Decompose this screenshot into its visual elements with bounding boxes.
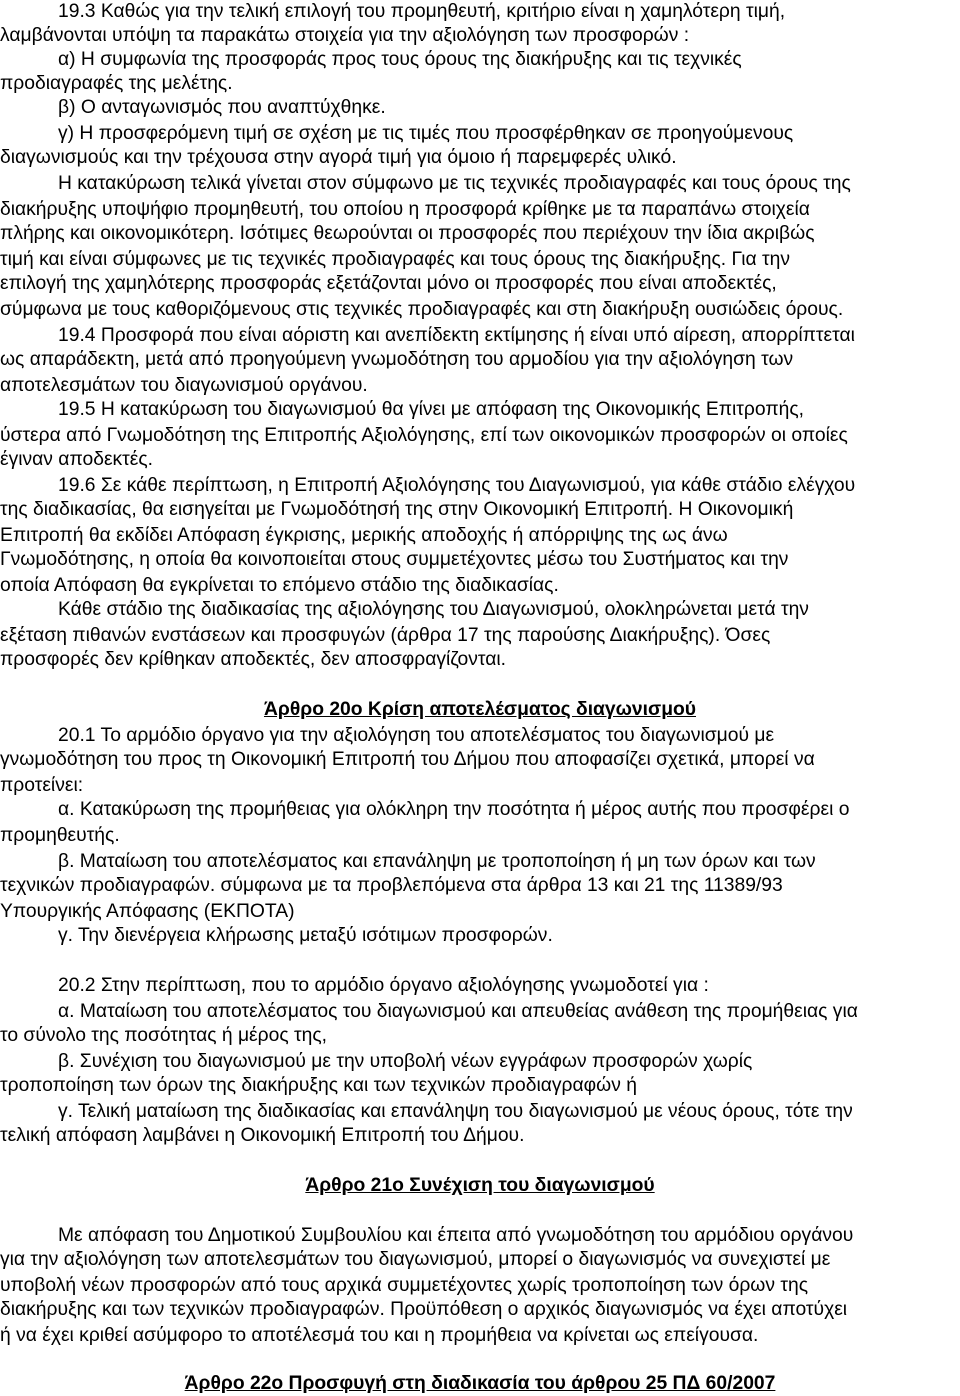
text-line: επιλογή της χαμηλότερης προσφοράς εξετάζονται μόνο οι προσφορές που είναι αποδεκτές, (0, 273, 777, 294)
text-line: 19.3 Καθώς για την τελική επιλογή του προμηθευτή, κριτήριο είναι η χαμηλότερη τιμή, (58, 1, 786, 22)
text-line: προτείνει: (0, 775, 84, 796)
text-line: 20.2 Στην περίπτωση, που το αρμόδιο όργανο αξιολόγησης γνωμοδοτεί για : (58, 975, 709, 996)
text-line: το σύνολο της ποσότητας ή μέρος της, (0, 1025, 327, 1046)
text-line: αποτελεσμάτων του διαγωνισμού οργάνου. (0, 375, 368, 396)
section-heading-article-21: Άρθρο 21ο Συνέχιση του διαγωνισμού (305, 1175, 655, 1196)
text-line: 19.4 Προσφορά που είναι αόριστη και ανεπίδεκτη εκτίμησης ή είναι υπό αίρεση, απορρίπτεται (58, 325, 855, 346)
text-line: τιμή και είναι σύμφωνες με τις τεχνικές προδιαγραφές και τους όρους της διακήρυξης. Για την (0, 249, 791, 270)
text-line: εξέταση πιθανών ενστάσεων και προσφυγών (άρθρα 17 της παρούσης Διακήρυξης). Όσες (0, 625, 771, 646)
text-line: διαγωνισμούς και την τρέχουσα στην αγορά τιμή για όμοιο ή παρεμφερές υλικό. (0, 147, 677, 168)
text-line: γ) Η προσφερόμενη τιμή σε σχέση με τις τιμές που προσφέρθηκαν σε προηγούμενους (58, 123, 794, 144)
text-line: υποβολή νέων προσφορών από τους αρχικά συμμετέχοντες χωρίς τροποποίηση των όρων της (0, 1275, 808, 1296)
text-line: γνωμοδότηση του προς τη Οικονομική Επιτροπή του Δήμου που αποφασίζει σχετικά, μπορεί να (0, 749, 815, 770)
text-line: Υπουργικής Απόφασης (ΕΚΠΟΤΑ) (0, 901, 295, 922)
text-line: β. Συνέχιση του διαγωνισμού με την υποβολή νέων εγγράφων προσφορών χωρίς (58, 1051, 753, 1072)
text-line: έγιναν αποδεκτές. (0, 449, 154, 470)
text-line: της διαδικασίας, θα εισηγείται με Γνωμοδότησή της στην Οικονομική Επιτροπή. Η Οικονομική (0, 499, 794, 520)
text-line: προμηθευτής. (0, 825, 120, 846)
text-line: πλήρης και οικονομικότερη. Ισότιμες θεωρούνται οι προσφορές που περιέχουν την ίδια ακριβώς (0, 223, 815, 244)
text-line: διακήρυξης και των τεχνικών προδιαγραφών. Προϋπόθεση ο αρχικός διαγωνισμός να έχει αποτύχει (0, 1299, 848, 1320)
text-line: γ. Την διενέργεια κλήρωσης μεταξύ ισότιμων προσφορών. (58, 925, 553, 946)
text-line: Κάθε στάδιο της διαδικασίας της αξιολόγησης του Διαγωνισμού, ολοκληρώνεται μετά την (58, 599, 809, 620)
text-line: β. Ματαίωση του αποτελέσματος και επανάληψη με τροποποίηση ή μη των όρων και των (58, 851, 816, 872)
text-line: Με απόφαση του Δημοτικού Συμβουλίου και έπειτα από γνωμοδότηση του αρμόδιου οργάνου (58, 1225, 854, 1246)
text-line: ή να έχει κριθεί ασύμφορο το αποτέλεσμά του και η προμήθεια να κρίνεται ως επείγουσα. (0, 1325, 759, 1346)
text-line: 20.1 Το αρμόδιο όργανο για την αξιολόγηση του αποτελέσματος του διαγωνισμού με (58, 725, 775, 746)
text-line: για την αξιολόγηση των αποτελεσμάτων του διαγωνισμού, μπορεί ο διαγωνισμός να συνεχιστεί με (0, 1249, 831, 1270)
text-line: ύστερα από Γνωμοδότηση της Επιτροπής Αξιολόγησης, επί των οικονομικών προσφορών οι οποίες (0, 425, 848, 446)
section-heading-article-22: Άρθρο 22ο Προσφυγή στη διαδικασία του άρθρου 25 ΠΔ 60/2007 (184, 1373, 776, 1394)
text-line: διακήρυξης υποψήφιο προμηθευτή, του οποίου η προσφορά κρίθηκε με τα παραπάνω στοιχεία (0, 199, 810, 220)
text-line: τροποποίηση των όρων της διακήρυξης και των τεχνικών προδιαγραφών ή (0, 1075, 637, 1096)
text-line: α. Κατακύρωση της προμήθειας για ολόκληρη την ποσότητα ή μέρος αυτής που προσφέρει ο (58, 799, 850, 820)
text-line: προσφορές δεν κρίθηκαν αποδεκτές, δεν αποσφραγίζονται. (0, 649, 507, 670)
text-line: σύμφωνα με τους καθοριζόμενους στις τεχνικές προδιαγραφές και στη διακήρυξη ουσιώδεις όρους. (0, 299, 844, 320)
text-line: τελική απόφαση λαμβάνει η Οικονομική Επιτροπή του Δήμου. (0, 1125, 525, 1146)
section-heading-article-20: Άρθρο 20ο Κρίση αποτελέσματος διαγωνισμού (263, 699, 696, 720)
text-line: β) Ο ανταγωνισμός που αναπτύχθηκε. (58, 97, 386, 118)
text-line: Γνωμοδότησης, η οποία θα κοινοποιείται στους συμμετέχοντες μέσω του Συστήματος και την (0, 549, 789, 570)
text-line: τεχνικών προδιαγραφών. σύμφωνα με τα προβλεπόμενα στα άρθρα 13 και 21 της 11389/93 (0, 875, 783, 896)
text-line: γ. Τελική ματαίωση της διαδικασίας και επανάληψη του διαγωνισμού με νέους όρους, τότε την (58, 1101, 853, 1122)
text-line: 19.5 Η κατακύρωση του διαγωνισμού θα γίνει με απόφαση της Οικονομικής Επιτροπής, (58, 399, 804, 420)
text-line: λαμβάνονται υπόψη τα παρακάτω στοιχεία για την αξιολόγηση των προσφορών : (0, 25, 690, 46)
text-line: α) Η συμφωνία της προσφοράς προς τους όρους της διακήρυξης και τις τεχνικές (58, 49, 742, 70)
text-line: προδιαγραφές της μελέτης. (0, 73, 233, 94)
text-line: Επιτροπή θα εκδίδει Απόφαση έγκρισης, μερικής αποδοχής ή απόρριψης της ως άνω (0, 525, 728, 546)
text-line: οποία Απόφαση θα εγκρίνεται το επόμενο στάδιο της διαδικασίας. (0, 575, 559, 596)
text-line: Η κατακύρωση τελικά γίνεται στον σύμφωνο με τις τεχνικές προδιαγραφές και τους όρους της (58, 173, 851, 194)
text-line: ως απαράδεκτη, μετά από προηγούμενη γνωμοδότηση του αρμοδίου για την αξιολόγηση των (0, 349, 794, 370)
text-line: 19.6 Σε κάθε περίπτωση, η Επιτροπή Αξιολόγησης του Διαγωνισμού, για κάθε στάδιο ελέγχου (58, 475, 856, 496)
text-line: α. Ματαίωση του αποτελέσματος του διαγωνισμού και απευθείας ανάθεση της προμήθειας για (58, 1001, 858, 1022)
